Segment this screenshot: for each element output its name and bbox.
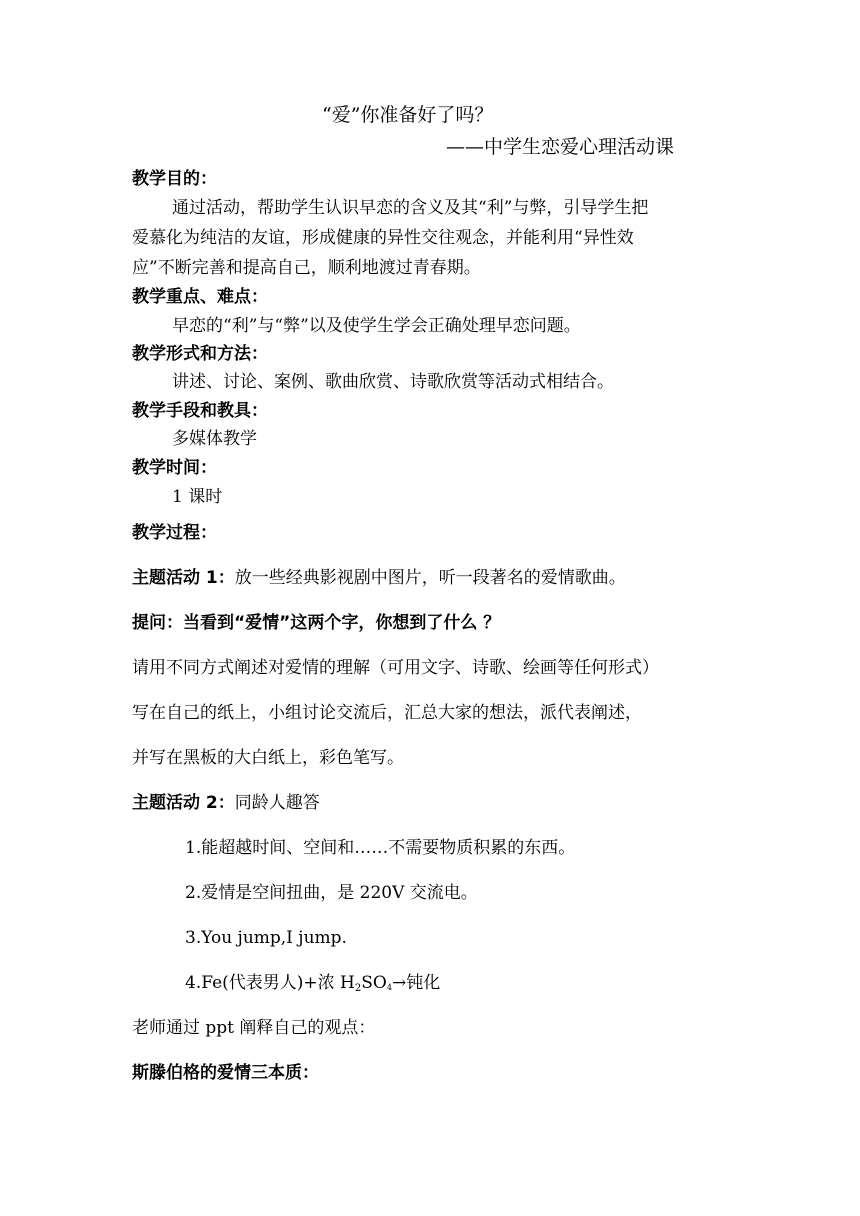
- methods-text: 讲述、讨论、案例、歌曲欣赏、诗歌欣赏等活动式相结合。: [172, 372, 614, 392]
- objective-heading: 教学目的：: [132, 169, 217, 189]
- activity2-label: 主题活动 2：: [132, 793, 235, 813]
- objective-line: 通过活动，帮助学生认识早恋的含义及其“利”与弊，引导学生把: [172, 198, 649, 218]
- sternberg-heading: 斯滕伯格的爱情三本质：: [132, 1063, 319, 1083]
- tools-text: 多媒体教学: [172, 429, 257, 449]
- methods-heading: 教学形式和方法：: [132, 344, 268, 364]
- activity2-text: 同龄人趣答: [234, 793, 320, 813]
- document-subtitle: ——中学生恋爱心理活动课: [446, 136, 675, 158]
- activity1-label: 主题活动 1：: [132, 568, 235, 588]
- answer-item: 1.能超越时间、空间和……不需要物质积累的东西。: [185, 838, 576, 858]
- key-points-heading: 教学重点、难点：: [132, 287, 268, 307]
- formula-prefix: 4.Fe(代表男人)+浓 H: [185, 973, 355, 993]
- teacher-line: 老师通过 ppt 阐释自己的观点：: [132, 1018, 376, 1038]
- activity1-text: 放一些经典影视剧中图片，听一段著名的爱情歌曲。: [234, 568, 626, 588]
- instruction-line: 请用不同方式阐述对爱情的理解（可用文字、诗歌、绘画等任何形式）: [132, 658, 659, 678]
- objective-line: 爱慕化为纯洁的友谊，形成健康的异性交往观念，并能利用“异性效: [132, 228, 634, 248]
- process-heading: 教学过程：: [132, 523, 217, 543]
- formula-subscript-2: 2: [354, 983, 362, 994]
- document-title: “爱”你准备好了吗？: [322, 104, 494, 126]
- formula-suffix: →钝化: [391, 973, 441, 993]
- formula-subscript-4: 4: [386, 983, 392, 992]
- duration-heading: 教学时间：: [132, 458, 217, 478]
- instruction-line: 写在自己的纸上，小组讨论交流后，汇总大家的想法，派代表阐述，: [132, 703, 642, 723]
- activity2-line: [132, 792, 320, 814]
- answer-item: 3.You jump,I jump.: [185, 928, 347, 948]
- answer-item-formula: [185, 972, 440, 1000]
- duration-text: 1 课时: [172, 487, 223, 507]
- question-line: 提问：当看到“爱情”这两个字，你想到了什么 ？: [132, 613, 501, 633]
- instruction-line: 并写在黑板的大白纸上，彩色笔写。: [132, 748, 404, 768]
- activity1-line: [132, 567, 626, 589]
- key-points-text: 早恋的“利”与“弊”以及使学生学会正确处理早恋问题。: [172, 316, 581, 336]
- tools-heading: 教学手段和教具：: [132, 401, 268, 421]
- formula-so: SO: [361, 973, 387, 993]
- answer-item: 2.爱情是空间扭曲，是 220V 交流电。: [185, 883, 478, 903]
- objective-line: 应”不断完善和提高自己，顺利地渡过青春期。: [132, 258, 481, 278]
